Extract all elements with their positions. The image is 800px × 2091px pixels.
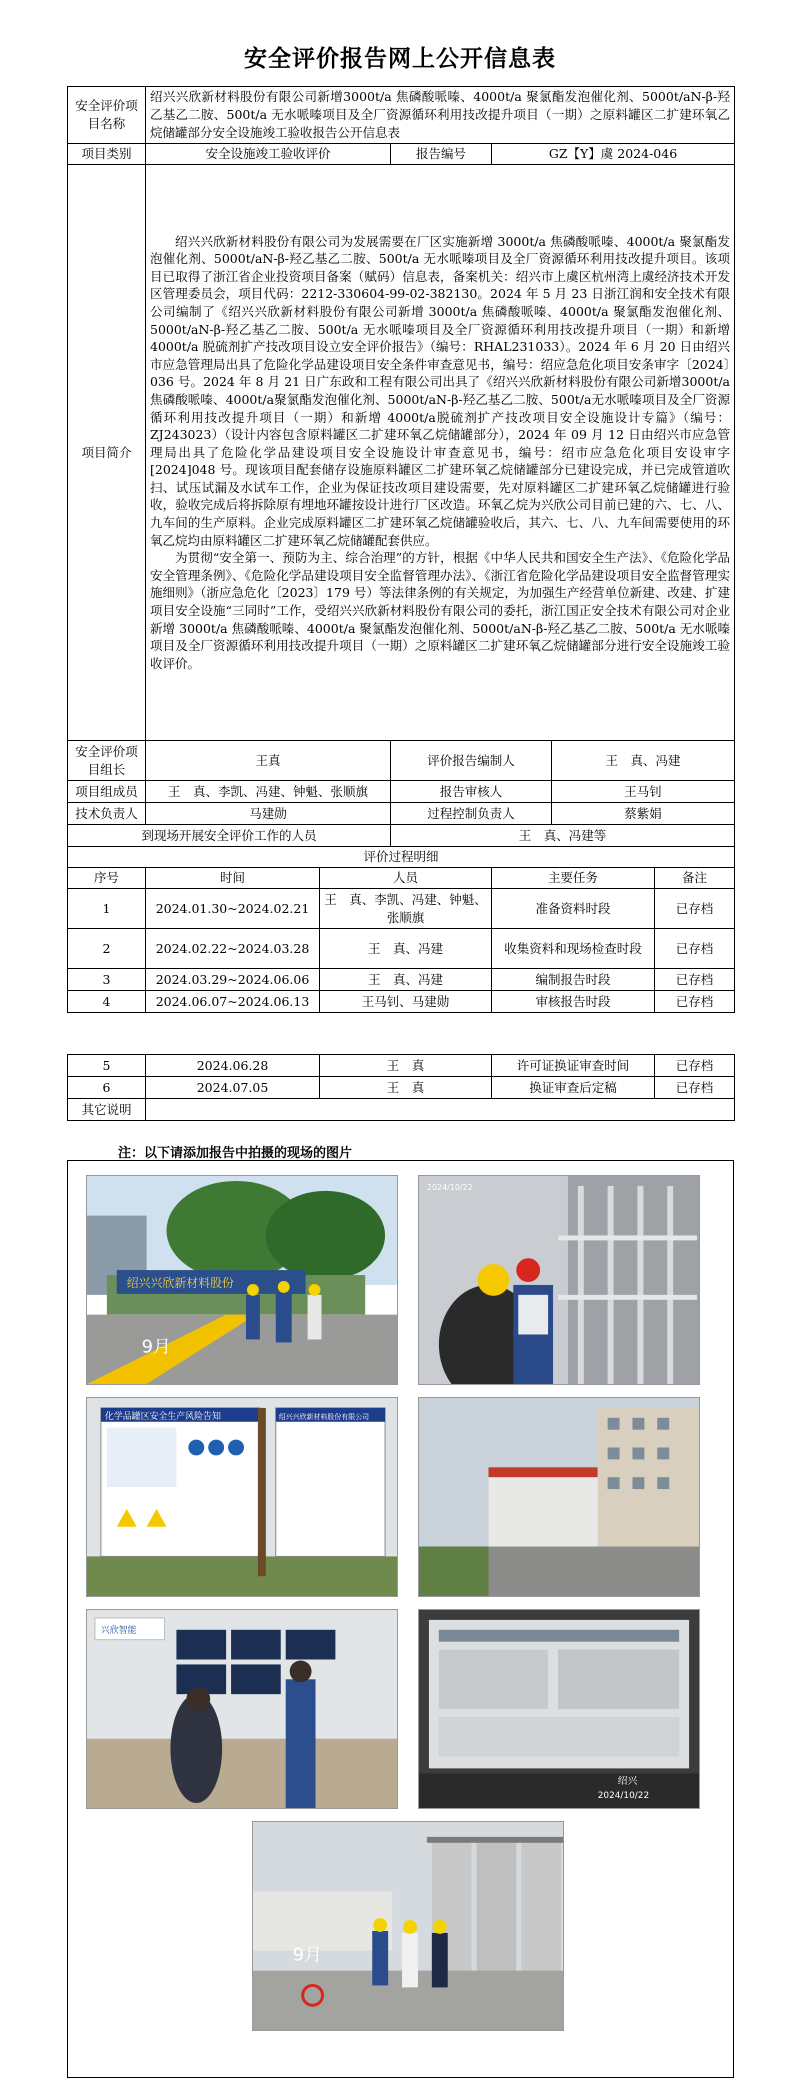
col-task-header: 主要任务: [492, 868, 655, 889]
members-value: 王 真、李凯、冯建、钟魁、张顺旗: [146, 781, 391, 803]
site-staff-label: 到现场开展安全评价工作的人员: [68, 825, 391, 847]
row-no: 4: [68, 991, 146, 1013]
row-no: 5: [68, 1055, 146, 1077]
site-photo-noticeboard: [86, 1397, 398, 1597]
tech-lead-value: 马建勋: [146, 803, 391, 825]
team-leader-label: 安全评价项目组长: [68, 741, 146, 781]
row-no: 3: [68, 969, 146, 991]
row-people: 王 真、李凯、冯建、钟魁、张顺旗: [320, 889, 492, 929]
row-time: 2024.01.30~2024.02.21: [146, 889, 320, 929]
row-time: 2024.02.22~2024.03.28: [146, 929, 320, 969]
team-leader-value: 王真: [146, 741, 391, 781]
row-time: 2024.06.28: [146, 1055, 320, 1077]
entrance-banner: 绍兴兴欣新材料股份: [126, 1275, 234, 1290]
row-task: 审核报告时段: [492, 991, 655, 1013]
process-lead-value: 蔡紫娟: [552, 803, 735, 825]
col-note-header: 备注: [655, 868, 735, 889]
row-task: 换证审查后定稿: [492, 1077, 655, 1099]
photo-date-overlay: 9月: [141, 1336, 171, 1358]
intro-paragraph-2: 为贯彻“安全第一、预防为主、综合治理”的方针，根据《中华人民共和国安全生产法》、《危险化学品安全管理条例》、《危险化学品建设项目安全监督管理办法》、《浙江省危险化学品建设项目安全监督管理实施细则》（浙应急危化〔2023〕179 号）等法律条例的有关规定，为加强生产经营单位新建、改建、扩建项目安全设施“三同时”工作，受绍兴兴欣新材料股份有限公司的委托，浙江国正安全技术有限公司对企业新增 3000t/a 焦磷酸哌嗪、4000t/a 聚氯酯发泡催化剂、5000t/aN-β-羟乙基乙二胺、500t/a 无水哌嗪项目及全厂资源循环利用技改提升项目（一期）之原料罐区二扩建环氧乙烷储罐部分进行安全设施竣工验收评价。: [150, 550, 731, 671]
intro-paragraph-1: 绍兴兴欣新材料股份有限公司为发展需要在厂区实施新增 3000t/a 焦磷酸哌嗪、4000t/a 聚氯酯发泡催化剂、5000t/aN-β-羟乙基乙二胺、500t/a 无水哌嗪项目及全厂资源循环利用技改提升项目。该项目已取得了浙江省企业投资项目备案（赋码）信息表，备案机关：绍兴市上虞区杭州湾上虞经济技术开发区管理委员会，项目代码：2212-330604-99-02-382130。2024 年 5 月 23 日浙江润和安全技术有限公司编制了《绍兴兴欣新材料股份有限公司新增 3000t/a 焦磷酸哌嗪、4000t/a 聚氯酯发泡催化剂、5000t/aN-β-羟乙基乙二胺、500t/a 无水哌嗪项目及全厂资源循环利用技改提升项目（一期）和新增 4000t/a 脱硫剂扩产技改项目设立安全评价报告》（编号：RHAL231033）。2024 年 6 月 20 日由绍兴市应急管理局出具了危险化学品建设项目安全条件审查意见书，编号：绍应急危化项目安条审字〔2024〕036 号。2024 年 8 月 21 日广东政和工程有限公司出具了《绍兴兴欣新材料股份有限公司新增3000t/a焦磷酸哌嗪、4000t/a聚氯酯发泡催化剂、5000t/aN-β-羟乙基乙二胺、500t/a无水哌嗪项目及全厂资源循环利用技改提升项目（一期）和新增 4000t/a脱硫剂扩产技改项目安全设施设计专篇》（编号：ZJ243023）（设计内容包含原料罐区二扩建环氧乙烷储罐部分），2024 年 09 月 12 日由绍兴市应急管理局出具了危险化学品建设项目安全设施设计审查意见书，编号：绍市应急危化项目安设审字 [2024]048 号。现该项目配套储存设施原料罐区二扩建环氧乙烷储罐部分已建设完成，并已完成管道吹扫、试压试漏及水试车工作，企业为保证技改项目建设需要，先对原料罐区二扩建环氧乙烷储罐进行验收，验收完成后将拆除原有埋地环罐按设计进行厂区改造。环氧乙烷为兴欣公司目前已建的六、七、八、九车间的生产原料。企业完成原料罐区二扩建环氧乙烷储罐验收后，其六、七、八、九车间需要使用的环氧乙烷均由原料罐区二扩建环氧乙烷储罐配套供应。: [150, 233, 731, 548]
row-people: 王 真、冯建: [320, 929, 492, 969]
row-time: 2024.07.05: [146, 1077, 320, 1099]
row-time: 2024.06.07~2024.06.13: [146, 991, 320, 1013]
row-task: 准备资料时段: [492, 889, 655, 929]
project-type-label: 项目类别: [68, 144, 146, 165]
row-note: 已存档: [655, 1077, 735, 1099]
row-people: 王 真、冯建: [320, 969, 492, 991]
row-no: 1: [68, 889, 146, 929]
intro-label: 项目简介: [68, 165, 146, 741]
table-row: [68, 969, 735, 991]
row-task: 收集资料和现场检查时段: [492, 929, 655, 969]
row-note: 已存档: [655, 969, 735, 991]
row-time: 2024.03.29~2024.06.06: [146, 969, 320, 991]
process-detail-heading: 评价过程明细: [68, 847, 735, 868]
col-time-header: 时间: [146, 868, 320, 889]
report-writer-label: 评价报告编制人: [391, 741, 552, 781]
col-no-header: 序号: [68, 868, 146, 889]
project-name-value: 绍兴兴欣新材料股份有限公司新增3000t/a 焦磷酸哌嗪、4000t/a 聚氯酯发泡催化剂、5000t/aN-β-羟乙基乙二胺、500t/a 无水哌嗪项目及全厂资源循环利用技改提升项目（一期）之原料罐区二扩建环氧乙烷储罐部分安全设施竣工验收报告公开信息表: [146, 87, 735, 144]
table-row: [68, 991, 735, 1013]
row-note: 已存档: [655, 991, 735, 1013]
row-note: 已存档: [655, 1055, 735, 1077]
photo-timestamp: 2024/10/22: [426, 1182, 473, 1192]
page-title: 安全评价报告网上公开信息表: [244, 45, 556, 72]
site-photo-entrance: [86, 1175, 398, 1385]
process-lead-label: 过程控制负责人: [391, 803, 552, 825]
table-row: [68, 1077, 735, 1099]
monitor-date: 2024/10/22: [597, 1791, 650, 1802]
row-people: 王 真: [320, 1077, 492, 1099]
reviewer-value: 王马钊: [552, 781, 735, 803]
table-row: [68, 889, 735, 929]
intro-text: [146, 165, 735, 741]
table-row: [68, 929, 735, 969]
site-photo-control-room: [86, 1609, 398, 1809]
row-note: 已存档: [655, 929, 735, 969]
other-value: [146, 1099, 735, 1121]
noticeboard-title: 化学品罐区安全生产风险告知: [104, 1411, 221, 1422]
row-task: 许可证换证审查时间: [492, 1055, 655, 1077]
row-no: 6: [68, 1077, 146, 1099]
other-label: 其它说明: [68, 1099, 146, 1121]
report-no-value: GZ【Y】虞 2024-046: [492, 144, 735, 165]
report-no-label: 报告编号: [391, 144, 492, 165]
site-photos-panel: [67, 1160, 734, 2078]
members-label: 项目组成员: [68, 781, 146, 803]
site-staff-value: 王 真、冯建等: [391, 825, 735, 847]
row-note: 已存档: [655, 889, 735, 929]
project-type-value: 安全设施竣工验收评价: [146, 144, 391, 165]
row-no: 2: [68, 929, 146, 969]
site-photo-buildings: [418, 1397, 700, 1597]
noticeboard-company: 绍兴兴欣新材料股份有限公司: [278, 1412, 370, 1421]
site-photo-tanks: [252, 1821, 564, 2031]
site-photo-piping: [418, 1175, 700, 1385]
site-photo-monitor: [418, 1609, 700, 1809]
photos-note: 注：以下请添加报告中拍摄的现场的图片: [118, 1146, 353, 1161]
tech-lead-label: 技术负责人: [68, 803, 146, 825]
process-table-continued: [67, 1054, 735, 1121]
reviewer-label: 报告审核人: [391, 781, 552, 803]
row-task: 编制报告时段: [492, 969, 655, 991]
report-writer-value: 王 真、冯建: [552, 741, 735, 781]
row-people: 王马钊、马建勋: [320, 991, 492, 1013]
control-room-sign: 兴欣智能: [100, 1625, 137, 1636]
project-name-label: 安全评价项目名称: [68, 87, 146, 144]
monitor-city: 绍兴: [617, 1776, 638, 1788]
info-table: [67, 86, 735, 1013]
col-people-header: 人员: [320, 868, 492, 889]
row-people: 王 真: [320, 1055, 492, 1077]
table-row: [68, 1055, 735, 1077]
tanks-date-overlay: 9月: [292, 1944, 322, 1966]
